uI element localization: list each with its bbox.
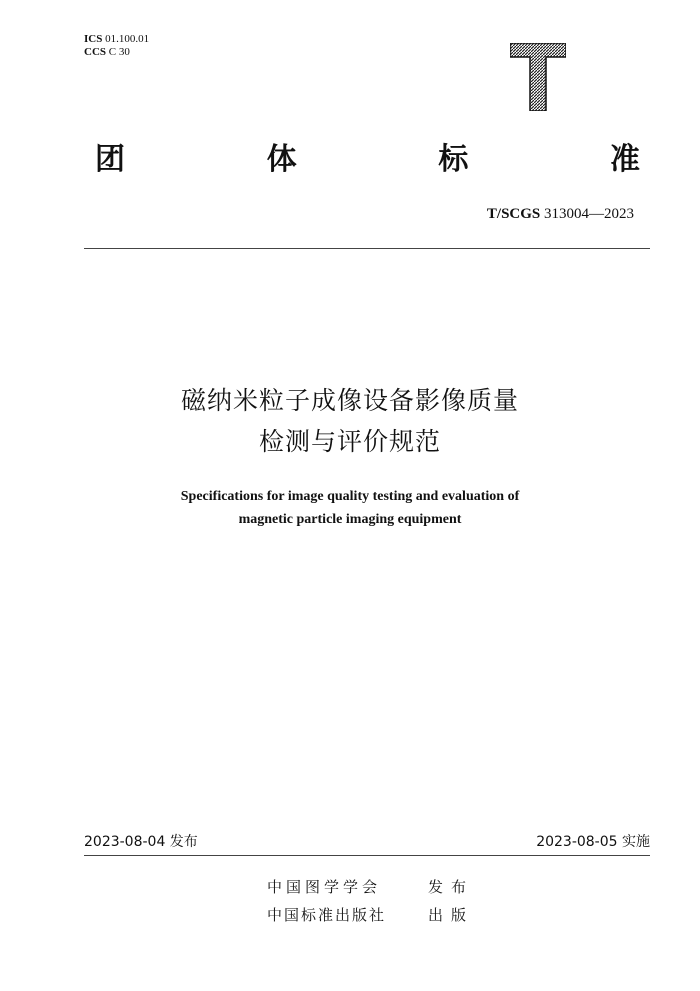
heading-char-4: 准 <box>609 142 640 177</box>
ccs-value: C 30 <box>108 46 130 58</box>
ics-value: 01.100.01 <box>105 33 150 45</box>
standard-prefix: T/SCGS <box>486 206 541 222</box>
classification-codes <box>84 33 149 59</box>
title-en-line-1: Specifications for image quality testing and evaluation of <box>180 489 520 504</box>
ccs-label: CCS <box>84 46 107 58</box>
publisher-role: 发布 <box>428 878 475 896</box>
standard-code: 313004—2023 <box>544 206 634 222</box>
top-divider <box>84 248 650 249</box>
publish-date: 2023-08-04 发布 <box>84 834 198 850</box>
title-zh-line-1: 磁纳米粒子成像设备影像质量 <box>180 386 519 415</box>
heading-char-1: 团 <box>95 142 125 177</box>
standard-number <box>487 204 634 224</box>
press-role: 出版 <box>428 906 475 924</box>
press-name: 中国标准出版社 <box>267 906 387 924</box>
publisher-name: 中国图学学会 <box>267 878 382 896</box>
title-zh-line-2: 检测与评价规范 <box>258 427 441 456</box>
group-standard-t-logo <box>510 43 566 111</box>
heading-char-2: 体 <box>266 142 297 177</box>
ics-label: ICS <box>84 33 103 45</box>
bottom-divider <box>84 855 650 856</box>
ics-code <box>84 33 149 46</box>
implement-date: 2023-08-05 实施 <box>536 834 650 850</box>
document-type-heading <box>95 140 640 180</box>
heading-char-3: 标 <box>438 142 469 177</box>
title-en-line-2: magnetic particle imaging equipment <box>238 512 462 527</box>
ccs-code <box>84 46 149 59</box>
